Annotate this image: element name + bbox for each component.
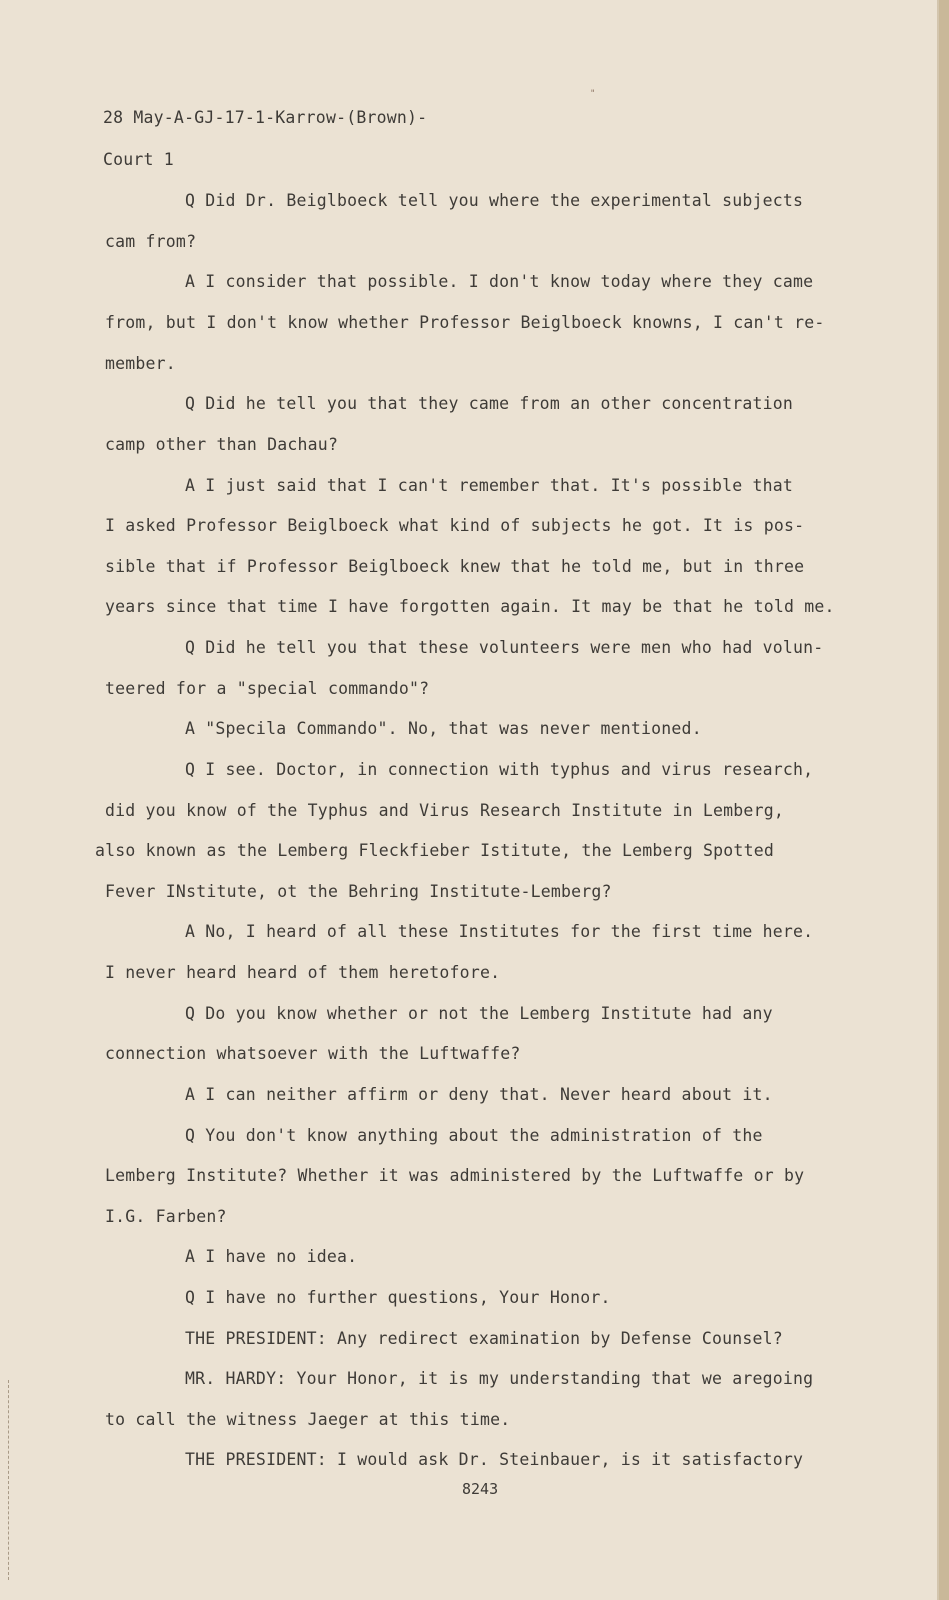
transcript-line: A "Specila Commando". No, that was never mentioned. <box>185 719 702 738</box>
transcript-line: A I consider that possible. I don't know today where they came <box>185 272 814 291</box>
transcript-line: A I have no idea. <box>185 1247 358 1266</box>
transcript-line: Q You don't know anything about the administration of the <box>185 1126 763 1145</box>
transcript-line: cam from? <box>105 232 197 251</box>
transcript-line: I asked Professor Beiglboeck what kind of subjects he got. It is pos- <box>105 516 805 535</box>
transcript-line: camp other than Dachau? <box>105 435 339 454</box>
transcript-line: A I can neither affirm or deny that. Never heard about it. <box>185 1085 773 1104</box>
transcript-line: Q Did he tell you that they came from an other concentration <box>185 394 794 413</box>
transcript-line: also known as the Lemberg Fleckfieber Istitute, the Lemberg Spotted <box>95 841 774 860</box>
transcript-line: member. <box>105 354 176 373</box>
transcript-line: A No, I heard of all these Institutes for the first time here. <box>185 922 814 941</box>
transcript-line: I never heard heard of them heretofore. <box>105 963 501 982</box>
transcript-line: did you know of the Typhus and Virus Research Institute in Lemberg, <box>105 801 784 820</box>
transcript-line: Q I have no further questions, Your Honor. <box>185 1288 611 1307</box>
transcript-line: teered for a "special commando"? <box>105 679 430 698</box>
transcript-line: sible that if Professor Beiglboeck knew that he told me, but in three <box>105 557 805 576</box>
document-header: 28 May-A-GJ-17-1-Karrow-(Brown)- <box>103 108 428 127</box>
transcript-line: THE PRESIDENT: I would ask Dr. Steinbauer, is it satisfactory <box>185 1450 804 1469</box>
transcript-line: Lemberg Institute? Whether it was administered by the Luftwaffe or by <box>105 1166 805 1185</box>
page-edge-strip <box>939 0 949 1600</box>
transcript-line: years since that time I have forgotten again. It may be that he told me. <box>105 597 835 616</box>
transcript-line: Q Did Dr. Beiglboeck tell you where the experimental subjects <box>185 191 804 210</box>
corner-mark: " <box>590 89 596 99</box>
transcript-line: A I just said that I can't remember that. It's possible that <box>185 476 794 495</box>
page-number: 8243 <box>462 1480 499 1498</box>
transcript-line: I.G. Farben? <box>105 1207 227 1226</box>
transcript-line: from, but I don't know whether Professor Beiglboeck knowns, I can't re- <box>105 313 825 332</box>
binding-edge <box>8 1380 11 1580</box>
court-label: Court 1 <box>103 150 174 169</box>
transcript-line: Q Did he tell you that these volunteers were men who had volun- <box>185 638 824 657</box>
transcript-line: THE PRESIDENT: Any redirect examination by Defense Counsel? <box>185 1329 783 1348</box>
transcript-line: Q Do you know whether or not the Lemberg Institute had any <box>185 1004 773 1023</box>
transcript-line: connection whatsoever with the Luftwaffe? <box>105 1044 521 1063</box>
transcript-line: Q I see. Doctor, in connection with typhus and virus research, <box>185 760 814 779</box>
transcript-line: MR. HARDY: Your Honor, it is my understanding that we aregoing <box>185 1369 814 1388</box>
transcript-line: Fever INstitute, ot the Behring Institute-Lemberg? <box>105 882 612 901</box>
transcript-line: to call the witness Jaeger at this time. <box>105 1410 511 1429</box>
